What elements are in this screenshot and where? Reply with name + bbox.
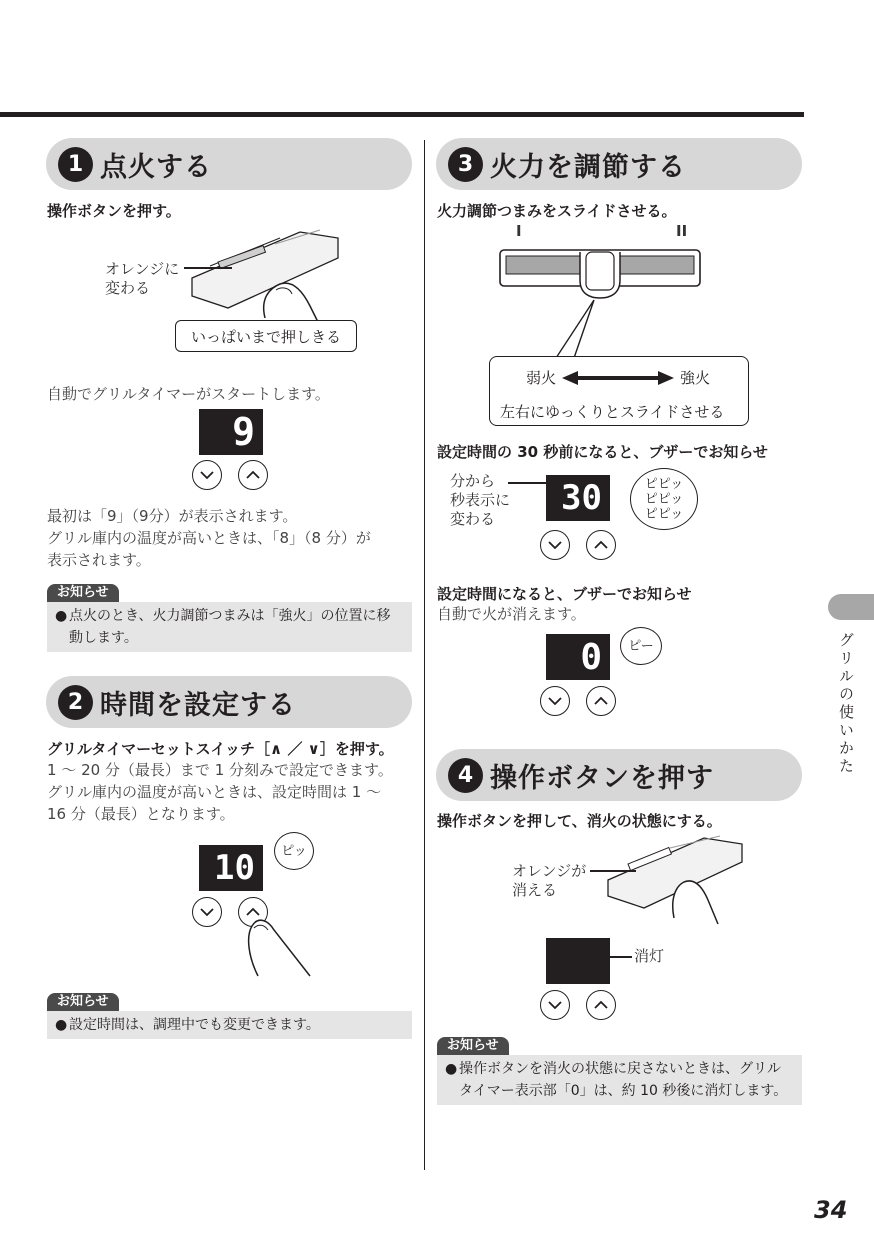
- chevron-down-icon: [200, 470, 214, 480]
- column-divider: [424, 140, 425, 1170]
- step-2-instruction: グリルタイマーセットスイッチ［∧ ／ ∨］を押す。: [47, 740, 394, 758]
- orange-label: オレンジに 変わる: [105, 260, 180, 297]
- warn-30-sec: 設定時間の 30 秒前になると、ブザーでお知らせ: [437, 443, 768, 461]
- light-off-label: 消灯: [634, 947, 665, 965]
- step-2-text-2: グリル庫内の温度が高いときは、設定時間は 1 ～: [47, 783, 382, 801]
- weak-fire-label: 弱火: [526, 369, 557, 387]
- chevron-down-icon: [200, 907, 214, 917]
- chevron-down-icon: [548, 1000, 562, 1010]
- bullet: ●: [55, 1017, 68, 1033]
- bullet: ●: [445, 1061, 458, 1077]
- beep-30-bubble: ピピッ ピピッ ピピッ: [630, 468, 698, 530]
- step-2-title: 時間を設定する: [100, 690, 296, 721]
- timer-down-button-4[interactable]: [540, 686, 570, 716]
- timer-down-button-5[interactable]: [540, 990, 570, 1020]
- step-4-number: 4: [448, 758, 483, 793]
- timer-down-button[interactable]: [192, 460, 222, 490]
- slider-mark-high: II: [676, 222, 688, 240]
- step-1-desc-2: グリル庫内の温度が高いときは、「8」（8 分）が: [47, 529, 371, 547]
- orange-off-label: オレンジが 消える: [512, 862, 587, 899]
- chevron-up-icon: [594, 1000, 608, 1010]
- step-1-desc-1: 最初は「9」（9分）が表示されます。: [47, 507, 298, 525]
- timer-up-button-4[interactable]: [586, 686, 616, 716]
- step-2-text-1: 1 ～ 20 分（最長）まで 1 分刻みで設定できます。: [47, 761, 393, 779]
- step-4-title: 操作ボタンを押す: [490, 763, 714, 794]
- page-number: 34: [814, 1196, 848, 1224]
- orange-label-leader: [184, 267, 232, 269]
- seconds-label-leader: [508, 482, 548, 484]
- step-2-text-3: 16 分（最長）となります。: [47, 805, 235, 823]
- step-2-number: 2: [58, 685, 93, 720]
- step-3-instruction: 火力調節つまみをスライドさせる。: [437, 202, 677, 220]
- step-2-note-text: 設定時間は、調理中でも変更できます。: [69, 1017, 320, 1033]
- step-4-note-text: 操作ボタンを消火の状態に戻さないときは、グリルタイマー表示部「0」は、約 10 秒後に消灯します。: [459, 1061, 788, 1099]
- bullet: ●: [55, 608, 68, 624]
- timer-down-button-2[interactable]: [192, 897, 222, 927]
- chevron-up-icon: [246, 470, 260, 480]
- step-2-note: [47, 1011, 412, 1039]
- seconds-display-label: 分から 秒表示に 変わる: [450, 472, 511, 528]
- step-1-desc-3: 表示されます。: [47, 551, 151, 569]
- timer-display-10: 10: [199, 845, 263, 891]
- section-tab: [828, 594, 874, 620]
- chevron-down-icon: [548, 696, 562, 706]
- chevron-down-icon: [548, 540, 562, 550]
- step-4-instruction: 操作ボタンを押して、消火の状態にする。: [437, 812, 722, 830]
- slide-instruction: 左右にゆっくりとスライドさせる: [500, 403, 725, 421]
- step-2-header: [46, 676, 412, 728]
- section-label: グリルの使いかた: [837, 632, 855, 776]
- step-1-header: [46, 138, 412, 190]
- orange-off-leader: [590, 870, 636, 872]
- step-2-note-tag: お知らせ: [47, 993, 119, 1011]
- light-off-leader: [610, 956, 632, 958]
- step-1-instruction: 操作ボタンを押す。: [47, 202, 181, 220]
- step-1-note-tag: お知らせ: [47, 584, 119, 602]
- top-rule: [0, 112, 804, 117]
- chevron-up-icon: [594, 696, 608, 706]
- time-up-text: 設定時間になると、ブザーでお知らせ: [437, 585, 692, 603]
- finger-press-illustration: [240, 906, 320, 978]
- timer-display-0: 0: [546, 634, 610, 680]
- step-3-header: [436, 138, 802, 190]
- strong-fire-label: 強火: [680, 369, 711, 387]
- timer-up-button[interactable]: [238, 460, 268, 490]
- auto-off-text: 自動で火が消えます。: [437, 605, 586, 623]
- step-1-note-text: 点火のとき、火力調節つまみは「強火」の位置に移動します。: [69, 608, 391, 646]
- step-1-title: 点火する: [100, 152, 212, 183]
- step-3-title: 火力を調節する: [490, 152, 686, 183]
- slide-callout-box: [489, 356, 749, 426]
- grill-panel-illustration: [180, 218, 350, 328]
- double-arrow-icon: [562, 371, 674, 385]
- timer-display-9: 9: [199, 409, 263, 455]
- timer-up-button-3[interactable]: [586, 530, 616, 560]
- timer-down-button-3[interactable]: [540, 530, 570, 560]
- chevron-up-icon: [594, 540, 608, 550]
- slider-mark-low: I: [516, 222, 522, 240]
- step-4-note-tag: お知らせ: [437, 1037, 509, 1055]
- step-1-note: [47, 602, 412, 652]
- grill-panel-off-illustration: [600, 826, 750, 926]
- timer-display-off: [546, 938, 610, 984]
- long-beep-bubble: ピー: [620, 627, 662, 665]
- step-4-header: [436, 749, 802, 801]
- auto-start-text: 自動でグリルタイマーがスタートします。: [47, 385, 330, 403]
- timer-display-30: 30: [546, 475, 610, 521]
- beep-bubble: ピッ: [274, 832, 314, 870]
- step-1-number: 1: [58, 147, 93, 182]
- step-4-note: [437, 1055, 802, 1105]
- timer-up-button-5[interactable]: [586, 990, 616, 1020]
- press-fully-callout: いっぱいまで押しきる: [175, 320, 357, 352]
- step-3-number: 3: [448, 147, 483, 182]
